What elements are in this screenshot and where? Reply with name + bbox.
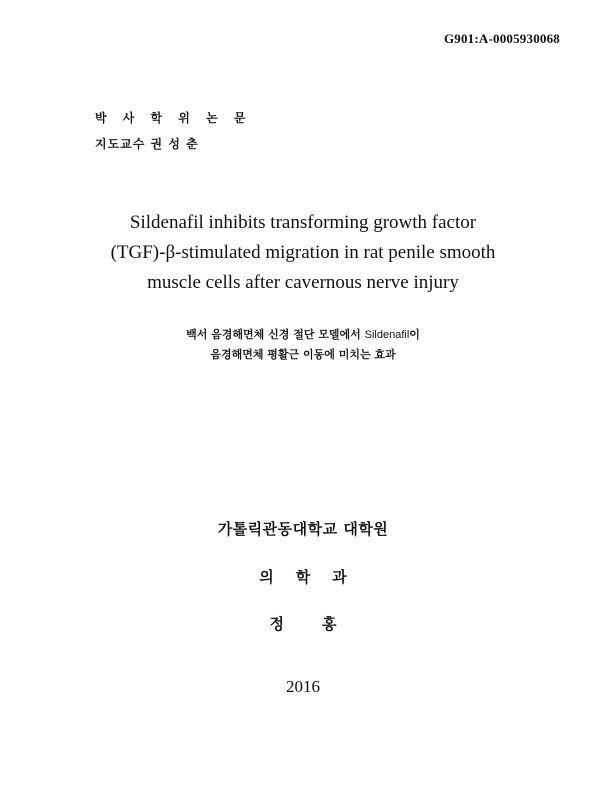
university-name: 가톨릭관동대학교 대학원 [217,520,389,538]
degree-label: 박 사 학 위 논 문 [95,111,252,125]
document-id: G901:A-0005930068 [443,31,560,46]
english-title [0,208,606,298]
author-name: 정홍 [269,615,375,633]
english-title-line-1: Sildenafil inhibits transforming growth factor [129,212,477,233]
publication-year: 2016 [286,677,320,696]
english-title-line-3: muscle cells after cavernous nerve injury [147,272,459,293]
korean-title [0,325,606,365]
department-name: 의학과 [259,568,369,586]
english-title-line-2: (TGF)-β-stimulated migration in rat penile smooth [110,242,496,263]
advisor-label: 지도교수 권 성 춘 [95,137,199,151]
korean-title-line-1-post: 이 [409,328,420,341]
korean-title-line-1-pre: 백서 음경해면체 신경 절단 모델에서 [186,328,365,341]
korean-title-line-2: 음경해면체 평활근 이동에 미치는 효과 [210,348,396,361]
korean-title-line-1-latin: Sildenafil [364,329,410,341]
korean-title-line-1 [0,325,606,345]
